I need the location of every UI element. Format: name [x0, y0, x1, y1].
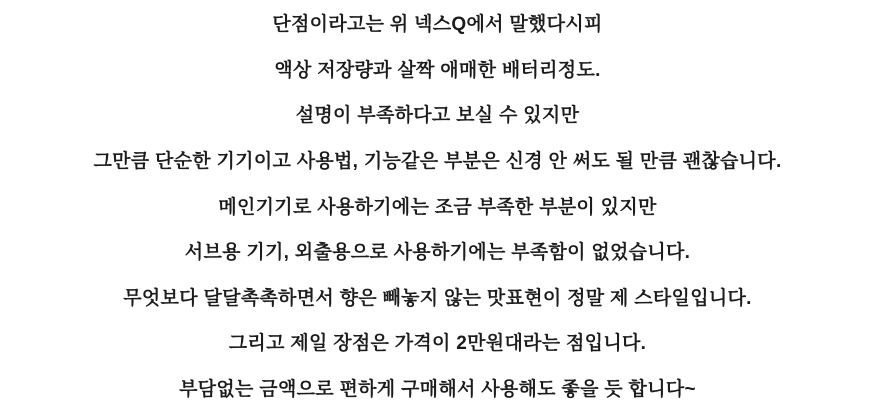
text-line: 액상 저장량과 살짝 애매한 배터리정도.: [274, 59, 601, 81]
text-line: 설명이 부족하다고 보실 수 있지만: [295, 105, 580, 127]
text-line: 메인기기로 사용하기에는 조금 부족한 부분이 있지만: [218, 196, 657, 218]
text-line: 그리고 제일 장점은 가격이 2만원대라는 점입니다.: [228, 333, 647, 355]
text-line: 그만큼 단순한 기기이고 사용법, 기능같은 부분은 신경 안 써도 될 만큼 괜찮습니다.: [93, 151, 782, 173]
text-line: 무엇보다 달달촉촉하면서 향은 빼놓지 않는 맛표현이 정말 제 스타일입니다.: [123, 287, 752, 309]
text-line: 부담없는 금액으로 편하게 구매해서 사용해도 좋을 듯 합니다~: [179, 379, 696, 401]
text-line: 서브용 기기, 외출용으로 사용하기에는 부족함이 없었습니다.: [184, 242, 691, 264]
text-line: 단점이라고는 위 넥스Q에서 말했다시피: [272, 14, 603, 36]
